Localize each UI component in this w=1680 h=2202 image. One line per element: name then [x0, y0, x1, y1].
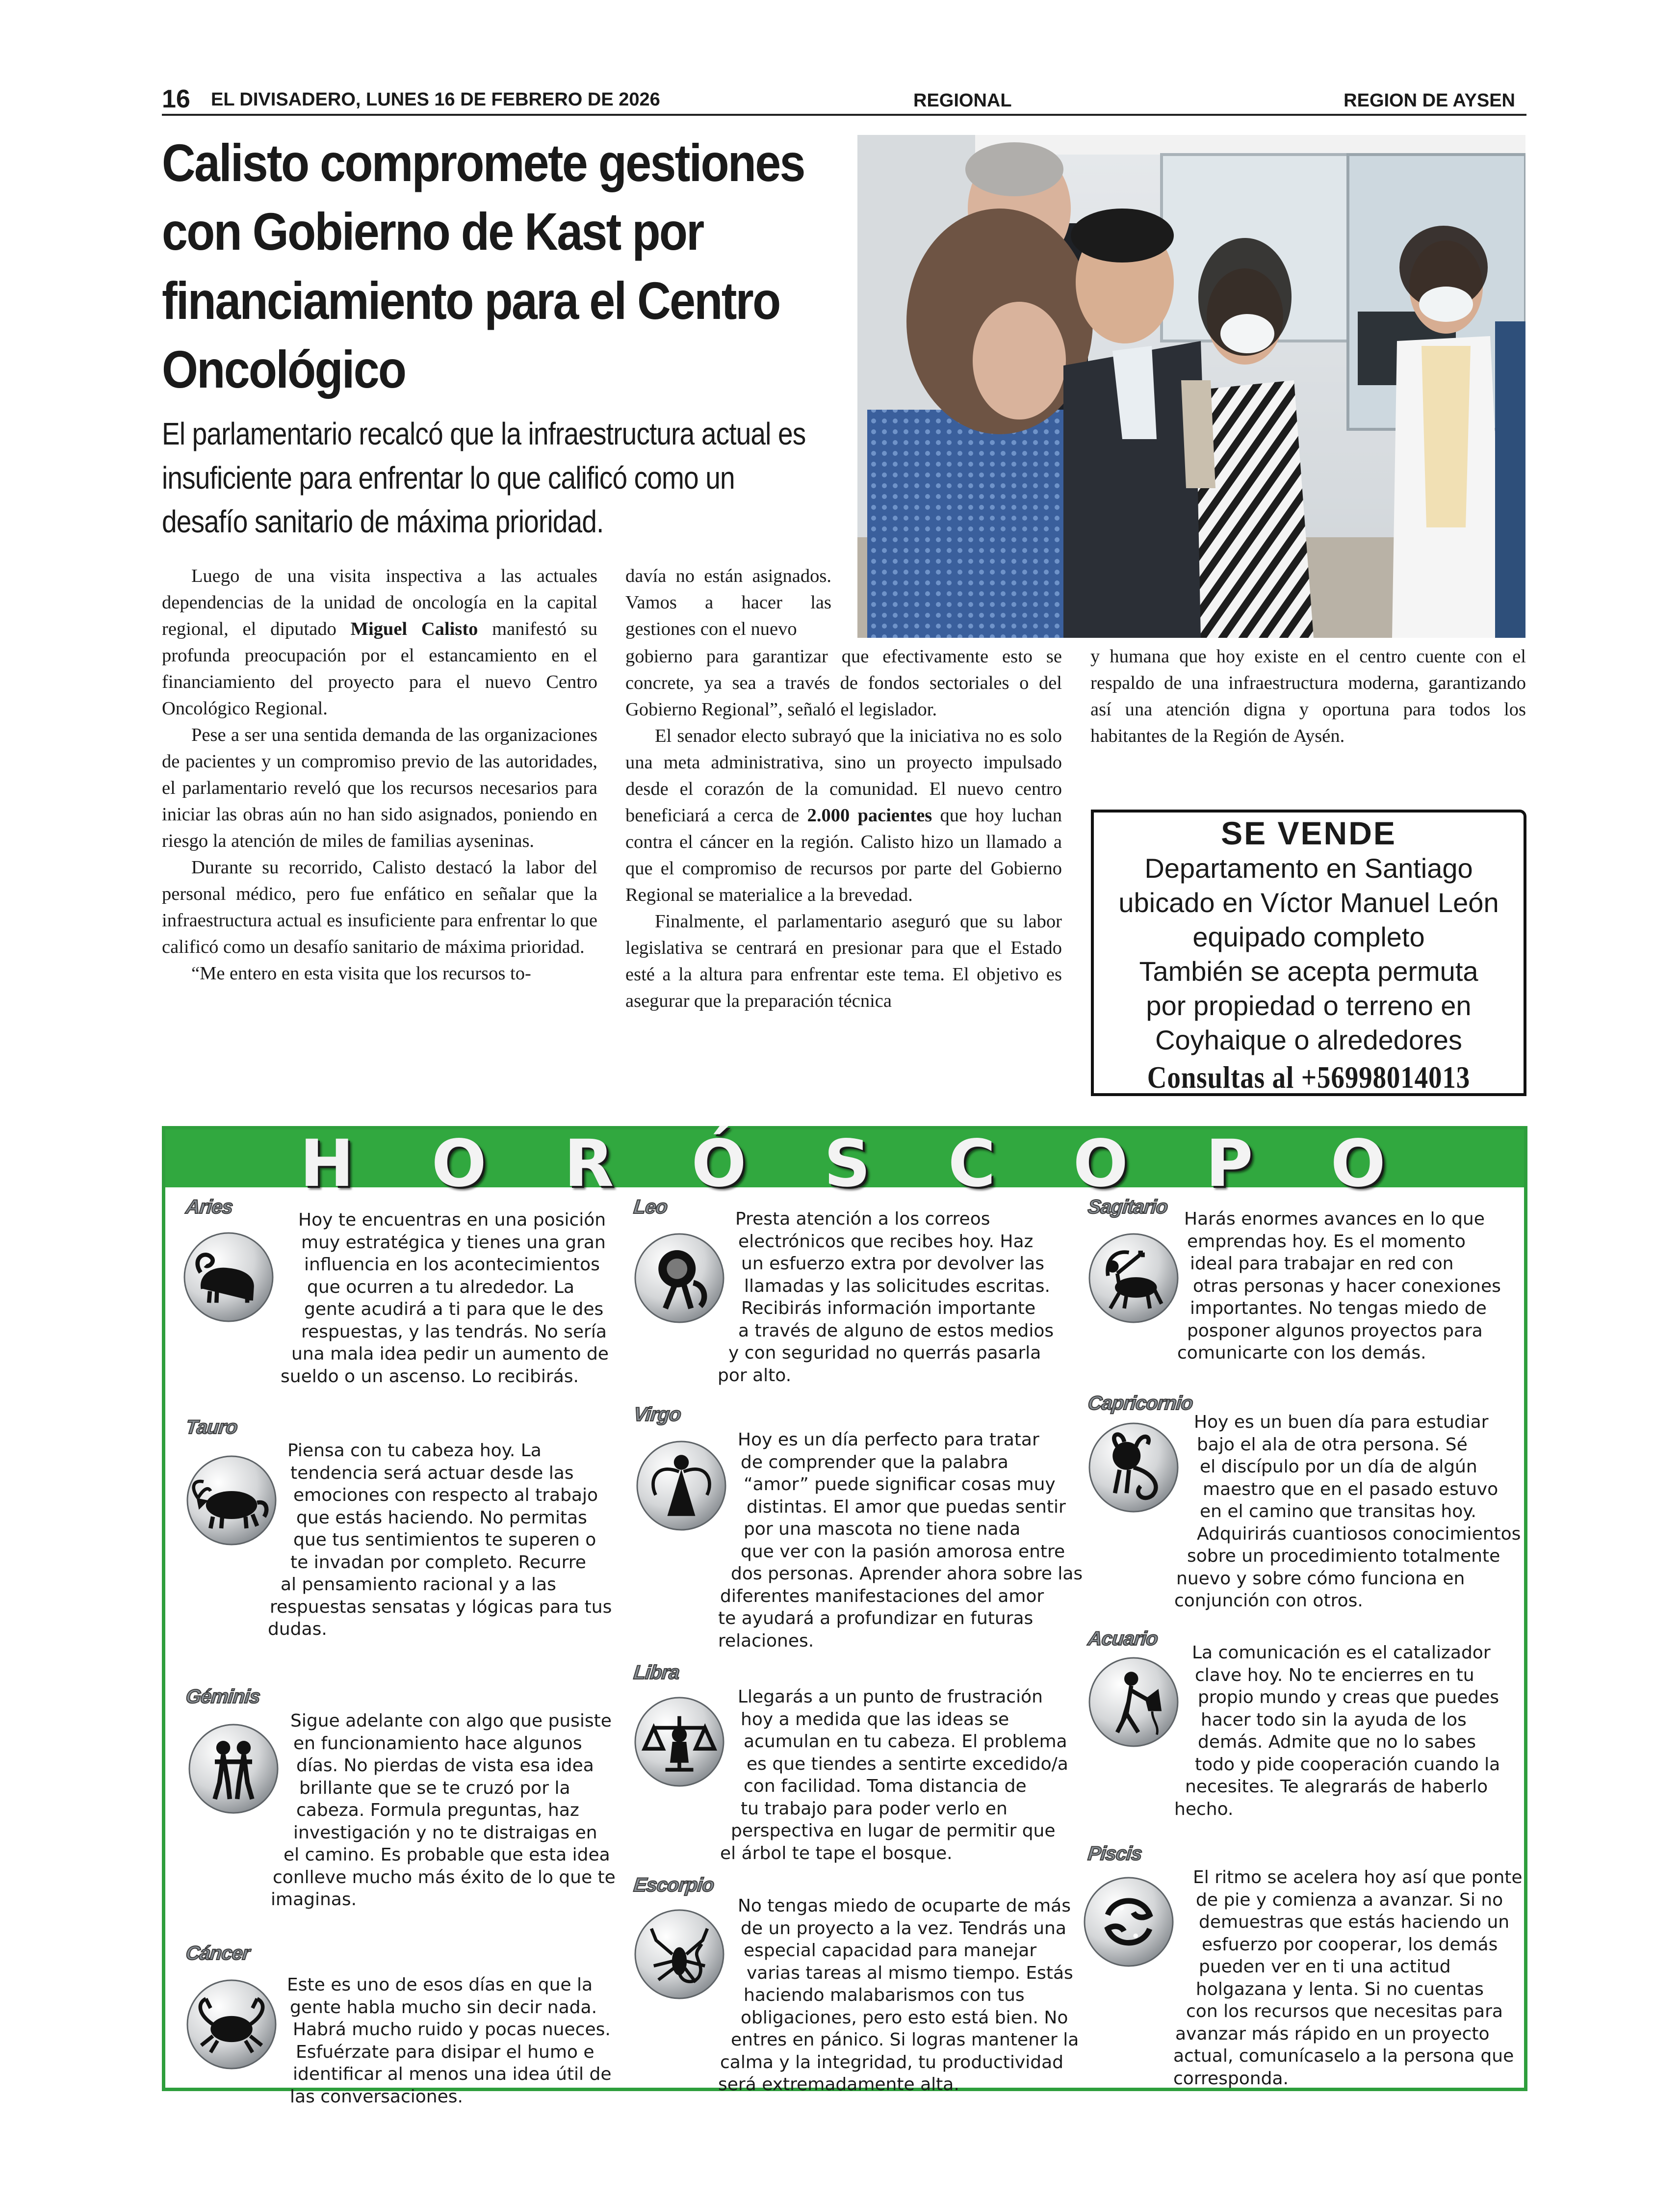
sign-forecast	[1088, 1642, 1500, 1820]
forecast-line: nuevo y sobre cómo funciona en	[1176, 1568, 1465, 1589]
ad-line: Coyhaique o alrededores	[1155, 1024, 1462, 1055]
forecast-line: que ver con la pasión amorosa entre	[741, 1541, 1065, 1562]
forecast-line: con los recursos que necesitas para	[1186, 2001, 1503, 2021]
article-paragraph: y humana que hoy existe en el centro cuente con el respaldo de una infraestructura moderna, garantizando así una atención digna y oportuna para todos los habitantes de la Región de Aysén.	[1090, 646, 1526, 746]
forecast-line: el árbol te tape el bosque.	[720, 1843, 953, 1863]
forecast-line: clave hoy. No te encierres en tu	[1195, 1665, 1474, 1685]
patient-count: 2.000 pacientes	[807, 805, 932, 826]
forecast-line: pueden ver en ti una actitud	[1199, 1957, 1451, 1977]
forecast-line: todo y pide cooperación cuando la	[1195, 1754, 1500, 1775]
sign-forecast	[186, 1440, 612, 1641]
horoscope-sign	[186, 1417, 618, 1648]
article-paragraph	[162, 563, 597, 722]
forecast-line: holgazana y lenta. Si no cuentas	[1196, 1979, 1484, 1999]
horoscope-sign	[1088, 1393, 1520, 1624]
forecast-line: otras personas y hacer conexiones	[1193, 1276, 1501, 1296]
forecast-line: tu trabajo para poder verlo en	[741, 1798, 1008, 1819]
header-rule	[162, 114, 1526, 116]
forecast-line: a través de alguno de estos medios	[738, 1320, 1054, 1341]
forecast-line: importantes. No tengas miedo de	[1190, 1298, 1487, 1318]
forecast-line: investigación y no te distraigas en	[293, 1822, 597, 1843]
article-deck: El parlamentario recalcó que la infraestructura actual es insuficiente para enfrentar lo que calificó como un desafío sanitario de máxima prioridad.	[162, 416, 806, 540]
forecast-line: te invadan por completo. Recurre	[290, 1552, 586, 1573]
forecast-line: gente habla mucho sin decir nada.	[290, 1997, 597, 2018]
article-paragraph: Durante su recorrido, Calisto destacó la labor del personal médico, pero fue enfático en señalar que la infraestructura actual es insuficiente para enfrentar lo que calificó como un desafío sanitario de máxima prioridad.	[162, 857, 597, 957]
sign-name: Tauro	[184, 1416, 238, 1438]
horoscope-sign	[1088, 1629, 1520, 1860]
forecast-line: Hoy es un día perfecto para tratar	[738, 1430, 1039, 1450]
sign-name: Aries	[184, 1196, 234, 1218]
forecast-line: bajo el ala de otra persona. Sé	[1197, 1434, 1468, 1455]
forecast-line: demás. Admite que no lo sabes	[1198, 1732, 1476, 1752]
forecast-line: No tengas miedo de ocuparte de más	[738, 1896, 1071, 1916]
horoscope-sign	[186, 1687, 618, 1917]
forecast-line: hoy a medida que las ideas se	[741, 1709, 1009, 1730]
ad-line: Departamento en Santiago	[1144, 852, 1473, 884]
sign-forecast	[634, 1429, 1083, 1652]
forecast-line: perspectiva en lugar de permitir que	[731, 1821, 1056, 1841]
forecast-line: cabeza. Formula preguntas, haz	[296, 1800, 579, 1820]
forecast-line: que ocurren a tu alrededor. La	[307, 1277, 574, 1297]
forecast-line: comunicarte con los demás.	[1177, 1343, 1426, 1363]
sign-forecast	[186, 1209, 609, 1388]
horoscope-title: HORÓSCOPO	[300, 1126, 1463, 1202]
forecast-line: Habrá mucho ruido y pocas nueces.	[293, 2019, 611, 2040]
forecast-line: maestro que en el pasado estuvo	[1203, 1479, 1499, 1499]
forecast-line: un esfuerzo extra por devolver las	[741, 1254, 1044, 1274]
forecast-line: dudas.	[268, 1619, 327, 1639]
forecast-line: respuestas sensatas y lógicas para tus	[270, 1597, 612, 1617]
forecast-line: hacer todo sin la ayuda de los	[1201, 1709, 1467, 1730]
forecast-line: distintas. El amor que puedas sentir	[747, 1496, 1066, 1517]
forecast-line: de comprender que la palabra	[741, 1452, 1008, 1472]
forecast-line: diferentes manifestaciones del amor	[720, 1586, 1044, 1606]
forecast-line: es que tiendes a sentirte excedido/a	[747, 1754, 1068, 1774]
forecast-line: Este es uno de esos días en que la	[287, 1975, 593, 1995]
forecast-line: conlleve mucho más éxito de lo que te	[273, 1867, 616, 1887]
classified-ad	[1091, 810, 1526, 1096]
forecast-line: al pensamiento racional y a las	[281, 1574, 556, 1595]
forecast-line: Adquirirás cuantiosos conocimientos	[1197, 1523, 1521, 1544]
sign-forecast	[634, 1208, 1054, 1387]
forecast-line: de un proyecto a la vez. Tendrás una	[741, 1918, 1066, 1939]
publication-dateline: EL DIVISADERO, LUNES 16 DE FEBRERO DE 2026	[211, 89, 660, 110]
person-name: Miguel Calisto	[350, 619, 478, 639]
forecast-line: será extremadamente alta.	[718, 2074, 959, 2095]
article-paragraph: gobierno para garantizar que efectivamente esto se concrete, ya sea a través de fondos sectoriales o del Gobierno Regional”, señaló el legislador.	[625, 646, 1062, 720]
article-paragraph: davía no están asignados. Vamos a hacer las gestiones con el nuevo	[625, 566, 831, 639]
horoscope-panel	[162, 1126, 1527, 2107]
forecast-line: Hoy te encuentras en una posición	[298, 1210, 606, 1230]
article-column-2	[625, 643, 1062, 1014]
forecast-line: La comunicación es el catalizador	[1192, 1643, 1491, 1663]
ad-line: por propiedad o terreno en	[1146, 990, 1472, 1021]
article-paragraph: Finalmente, el parlamentario aseguró que su labor legislativa se centrará en presionar para que el Estado esté a la altura para enfrentar este tema. El objetivo es asegurar que la preparación técnica	[625, 911, 1062, 1011]
forecast-line: obligaciones, pero esto está bien. No	[741, 2007, 1068, 2028]
sign-forecast	[186, 1974, 612, 2108]
forecast-line: haciendo malabarismos con tus	[744, 1985, 1025, 2005]
article-paragraph	[625, 723, 1062, 908]
article-column-3	[1090, 643, 1526, 749]
forecast-line: brillante que se te cruzó por la	[299, 1778, 570, 1798]
forecast-line: por una mascota no tiene nada	[744, 1519, 1021, 1539]
sign-forecast	[634, 1686, 1068, 1864]
forecast-line: las conversaciones.	[290, 2086, 463, 2107]
photo-illustration	[857, 135, 1525, 638]
forecast-line: emociones con respecto al trabajo	[293, 1485, 598, 1505]
sign-name: Cáncer	[184, 1942, 251, 1964]
forecast-line: por alto.	[718, 1365, 792, 1386]
forecast-line: Hoy es un buen día para estudiar	[1194, 1412, 1489, 1432]
text-run: manifestó su profunda preocupación por el estancamiento en el financiamiento del proyecto para el nuevo Centro Oncológico Regional.	[162, 619, 597, 719]
forecast-line: una mala idea pedir un aumento de	[291, 1344, 609, 1364]
forecast-line: entres en pánico. Si logras mantener la	[731, 2030, 1079, 2050]
sign-name: Géminis	[184, 1686, 261, 1707]
section-name: REGIONAL	[913, 90, 1012, 111]
article-photo	[857, 135, 1525, 638]
forecast-line: Sigue adelante con algo que pusiste	[290, 1711, 612, 1731]
forecast-line: que tus sentimientos te superen o	[293, 1530, 596, 1550]
forecast-line: días. No pierdas de vista esa idea	[296, 1756, 594, 1776]
forecast-line: posponer algunos proyectos para	[1187, 1320, 1483, 1341]
forecast-line: “amor” puede significar cosas muy	[744, 1474, 1056, 1494]
forecast-line: te ayudará a profundizar en futuras	[718, 1608, 1034, 1628]
sign-forecast	[1088, 1208, 1501, 1364]
forecast-line: demuestras que estás haciendo un	[1199, 1912, 1510, 1932]
forecast-line: Recibirás información importante	[741, 1298, 1036, 1318]
forecast-line: imaginas.	[271, 1889, 357, 1910]
sign-name: Capricornio	[1086, 1392, 1194, 1414]
horoscope-sign	[186, 1943, 618, 2174]
forecast-line: propio mundo y creas que puedes	[1198, 1687, 1499, 1707]
ad-line: ubicado en Víctor Manuel León	[1118, 887, 1499, 918]
forecast-line: dos personas. Aprender ahora sobre las	[731, 1564, 1083, 1584]
forecast-line: sueldo o un ascenso. Lo recibirás.	[281, 1366, 579, 1387]
region-name: REGION DE AYSEN	[1344, 90, 1515, 111]
sign-forecast	[186, 1710, 616, 1911]
ad-title: SE VENDE	[1221, 815, 1396, 851]
sign-forecast	[634, 1895, 1079, 2096]
horoscope-sign	[186, 1197, 618, 1428]
article-headline: Calisto compromete gestiones con Gobierno de Kast por financiamiento para el Centro Oncológico	[162, 133, 804, 399]
horoscope-sign	[632, 1874, 1079, 2106]
ad-contact: Consultas al +56998014013	[1147, 1059, 1471, 1095]
forecast-line: llamadas y las solicitudes escritas.	[744, 1276, 1050, 1296]
sign-name: Leo	[632, 1196, 669, 1218]
sign-name: Sagitario	[1086, 1196, 1169, 1218]
forecast-line: que estás haciendo. No permitas	[296, 1507, 587, 1528]
forecast-line: necesites. Te alegrarás de haberlo	[1185, 1777, 1488, 1797]
forecast-line: esfuerzo por cooperar, los demás	[1202, 1934, 1498, 1955]
forecast-line: avanzar más rápido en un proyecto	[1175, 2023, 1490, 2044]
article-paragraph: Pese a ser una sentida demanda de las organizaciones de pacientes y un compromiso previo de las autoridades, el parlamentario reveló que los recursos necesarios para iniciar las obras aún no han sido asignados, poniendo en riesgo la atención de miles de familias ayseninas.	[162, 725, 597, 851]
forecast-line: relaciones.	[718, 1630, 814, 1651]
sign-name: Piscis	[1086, 1843, 1143, 1864]
forecast-line: gente acudirá a ti para que le des	[304, 1299, 604, 1319]
text-run: El senador electo subrayó que la iniciativa no es solo una meta administrativa, sino un proyecto impulsado desde el corazón de la comunidad. El nuevo centro beneficiará a cerca de	[625, 726, 1062, 826]
horoscope-sign	[632, 1404, 1083, 1651]
forecast-line: influencia en los acontecimientos	[304, 1255, 600, 1275]
horoscope-sign	[1086, 1843, 1523, 2089]
ad-line: También se acepta permuta	[1139, 955, 1478, 987]
forecast-line: Harás enormes avances en lo que	[1184, 1209, 1485, 1229]
forecast-line: sobre un procedimiento totalmente	[1187, 1546, 1500, 1566]
article-paragraph: “Me entero en esta visita que los recursos to-	[191, 963, 531, 984]
forecast-line: el camino. Es probable que esta idea	[284, 1845, 610, 1865]
forecast-line: calma y la integridad, tu productividad	[720, 2052, 1063, 2072]
forecast-line: de pie y comienza a avanzar. Si no	[1196, 1889, 1503, 1910]
article-column-1	[162, 563, 597, 987]
forecast-line: especial capacidad para manejar	[744, 1940, 1037, 1961]
forecast-line: actual, comunícaselo a la persona que	[1173, 2046, 1514, 2066]
forecast-line: conjunción con otros.	[1174, 1591, 1363, 1611]
article-column-2-top	[625, 563, 831, 642]
sign-name: Virgo	[632, 1404, 682, 1425]
forecast-line: acumulan en tu cabeza. El problema	[744, 1731, 1067, 1752]
forecast-line: identificar al menos una idea útil de	[293, 2064, 612, 2084]
forecast-line: respuestas, y las tendrás. No sería	[301, 1321, 607, 1342]
forecast-line: corresponda.	[1173, 2068, 1289, 2089]
forecast-line: y con seguridad no querrás pasarla	[728, 1343, 1041, 1363]
forecast-line: en el camino que transitas hoy.	[1200, 1501, 1476, 1521]
forecast-line: muy estratégica y tienes una gran	[301, 1232, 606, 1253]
forecast-line: El ritmo se acelera hoy así que ponte	[1193, 1867, 1523, 1887]
sign-name: Escorpio	[632, 1874, 715, 1896]
forecast-line: electrónicos que recibes hoy. Haz	[738, 1231, 1034, 1252]
forecast-line: varias tareas al mismo tiempo. Estás	[747, 1963, 1073, 1983]
horoscope-sign	[632, 1662, 1068, 1896]
forecast-line: tendencia será actuar desde las	[290, 1463, 574, 1483]
forecast-line: Presta atención a los correos	[735, 1209, 990, 1229]
page-number: 16	[162, 85, 190, 113]
forecast-line: el discípulo por un día de algún	[1200, 1457, 1477, 1477]
text-run: que hoy luchan contra el cáncer en la región. Calisto hizo un llamado a que el compromiso de recursos por parte del Gobierno Regional se materialice a la brevedad.	[625, 805, 1062, 905]
forecast-line: emprendas hoy. Es el momento	[1187, 1231, 1466, 1252]
text-run: Luego de una visita inspectiva a las actuales dependencias de la unidad de oncología en la capital regional, el diputado	[162, 566, 597, 639]
forecast-line: en funcionamiento hace algunos	[293, 1733, 582, 1754]
horoscope-sign	[634, 1197, 1065, 1428]
sign-name: Libra	[632, 1662, 681, 1683]
forecast-line: ideal para trabajar en red con	[1190, 1254, 1454, 1274]
sign-forecast	[1088, 1866, 1523, 2090]
forecast-line: Piensa con tu cabeza hoy. La	[287, 1441, 542, 1461]
sign-name: Acuario	[1086, 1628, 1159, 1650]
sign-forecast	[1088, 1411, 1521, 1612]
forecast-line: hecho.	[1174, 1799, 1234, 1819]
forecast-line: con facilidad. Toma distancia de	[744, 1776, 1027, 1796]
forecast-line: Esfuérzate para disipar el humo e	[296, 2042, 594, 2062]
forecast-line: Llegarás a un punto de frustración	[738, 1687, 1043, 1707]
ad-line: equipado completo	[1192, 921, 1425, 952]
